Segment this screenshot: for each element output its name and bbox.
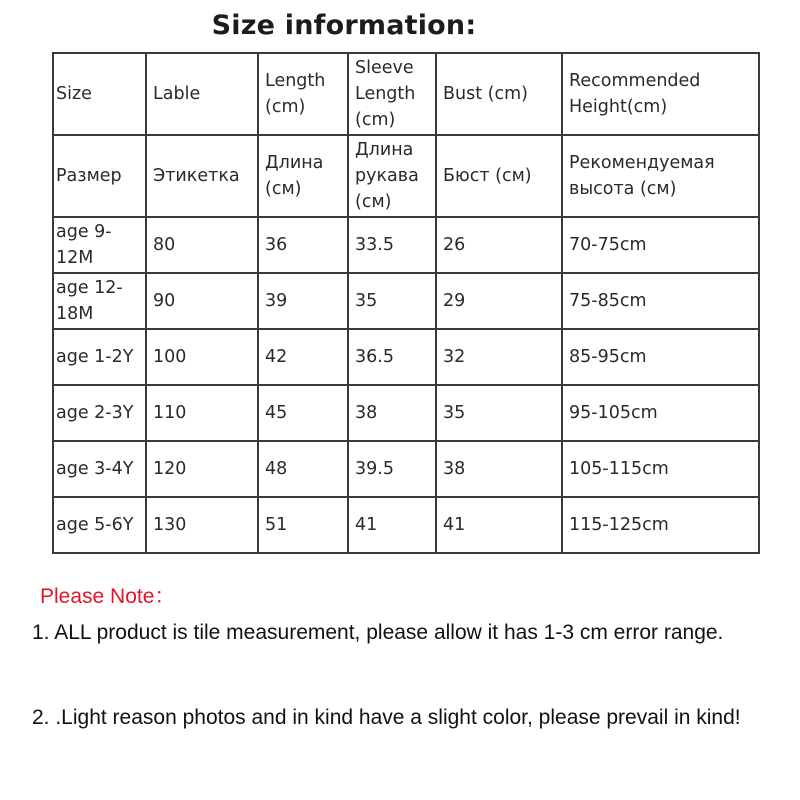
table-row xyxy=(53,273,759,329)
table-cell: 85-95cm xyxy=(562,329,759,385)
table-cell: 42 xyxy=(258,329,348,385)
table-row xyxy=(53,441,759,497)
table-cell: 110 xyxy=(146,385,258,441)
header-row-ru xyxy=(53,135,759,217)
table-cell: 35 xyxy=(348,273,436,329)
table-cell: 26 xyxy=(436,217,562,273)
table-row xyxy=(53,497,759,553)
table-cell: 35 xyxy=(436,385,562,441)
table-cell: 38 xyxy=(436,441,562,497)
table-cell: age 12-18M xyxy=(53,273,146,329)
table-cell: age 9-12M xyxy=(53,217,146,273)
table-cell: 33.5 xyxy=(348,217,436,273)
header-cell: Бюст (см) xyxy=(436,135,562,217)
table-cell: age 1-2Y xyxy=(53,329,146,385)
header-cell: Recommended Height(cm) xyxy=(562,53,759,135)
table-cell: 29 xyxy=(436,273,562,329)
table-cell: 38 xyxy=(348,385,436,441)
table-cell: age 2-3Y xyxy=(53,385,146,441)
table-cell: 90 xyxy=(146,273,258,329)
table-cell: 36.5 xyxy=(348,329,436,385)
table-cell: 39 xyxy=(258,273,348,329)
table-cell: 48 xyxy=(258,441,348,497)
table-cell: 41 xyxy=(436,497,562,553)
table-cell: 36 xyxy=(258,217,348,273)
table-cell: 45 xyxy=(258,385,348,441)
size-table xyxy=(52,52,760,554)
header-cell: Lable xyxy=(146,53,258,135)
table-row xyxy=(53,217,759,273)
header-cell: Размер xyxy=(53,135,146,217)
header-cell: Длина рукава (см) xyxy=(348,135,436,217)
table-cell: 32 xyxy=(436,329,562,385)
table-cell: 100 xyxy=(146,329,258,385)
header-cell: Size xyxy=(53,53,146,135)
header-cell: Длина (см) xyxy=(258,135,348,217)
table-cell: 70-75cm xyxy=(562,217,759,273)
table-cell: 120 xyxy=(146,441,258,497)
note-item: 1. ALL product is tile measurement, please allow it has 1-3 cm error range. xyxy=(32,621,724,644)
header-cell: Sleeve Length (cm) xyxy=(348,53,436,135)
header-cell: Length (cm) xyxy=(258,53,348,135)
table-cell: age 5-6Y xyxy=(53,497,146,553)
table-row xyxy=(53,329,759,385)
header-row-en xyxy=(53,53,759,135)
table-cell: 41 xyxy=(348,497,436,553)
header-cell: Рекомендуемая высота (см) xyxy=(562,135,759,217)
note-heading: Please Note： xyxy=(40,585,176,608)
table-cell: 115-125cm xyxy=(562,497,759,553)
table-cell: 75-85cm xyxy=(562,273,759,329)
table-cell: 105-115cm xyxy=(562,441,759,497)
header-cell: Bust (cm) xyxy=(436,53,562,135)
table-cell: 130 xyxy=(146,497,258,553)
header-cell: Этикетка xyxy=(146,135,258,217)
note-item: 2. .Light reason photos and in kind have a slight color, please prevail in kind! xyxy=(32,706,741,729)
table-cell: 51 xyxy=(258,497,348,553)
table-cell: 39.5 xyxy=(348,441,436,497)
table-row xyxy=(53,385,759,441)
table-cell: 95-105cm xyxy=(562,385,759,441)
table-cell: age 3-4Y xyxy=(53,441,146,497)
page-title: Size information: xyxy=(211,10,477,41)
table-cell: 80 xyxy=(146,217,258,273)
